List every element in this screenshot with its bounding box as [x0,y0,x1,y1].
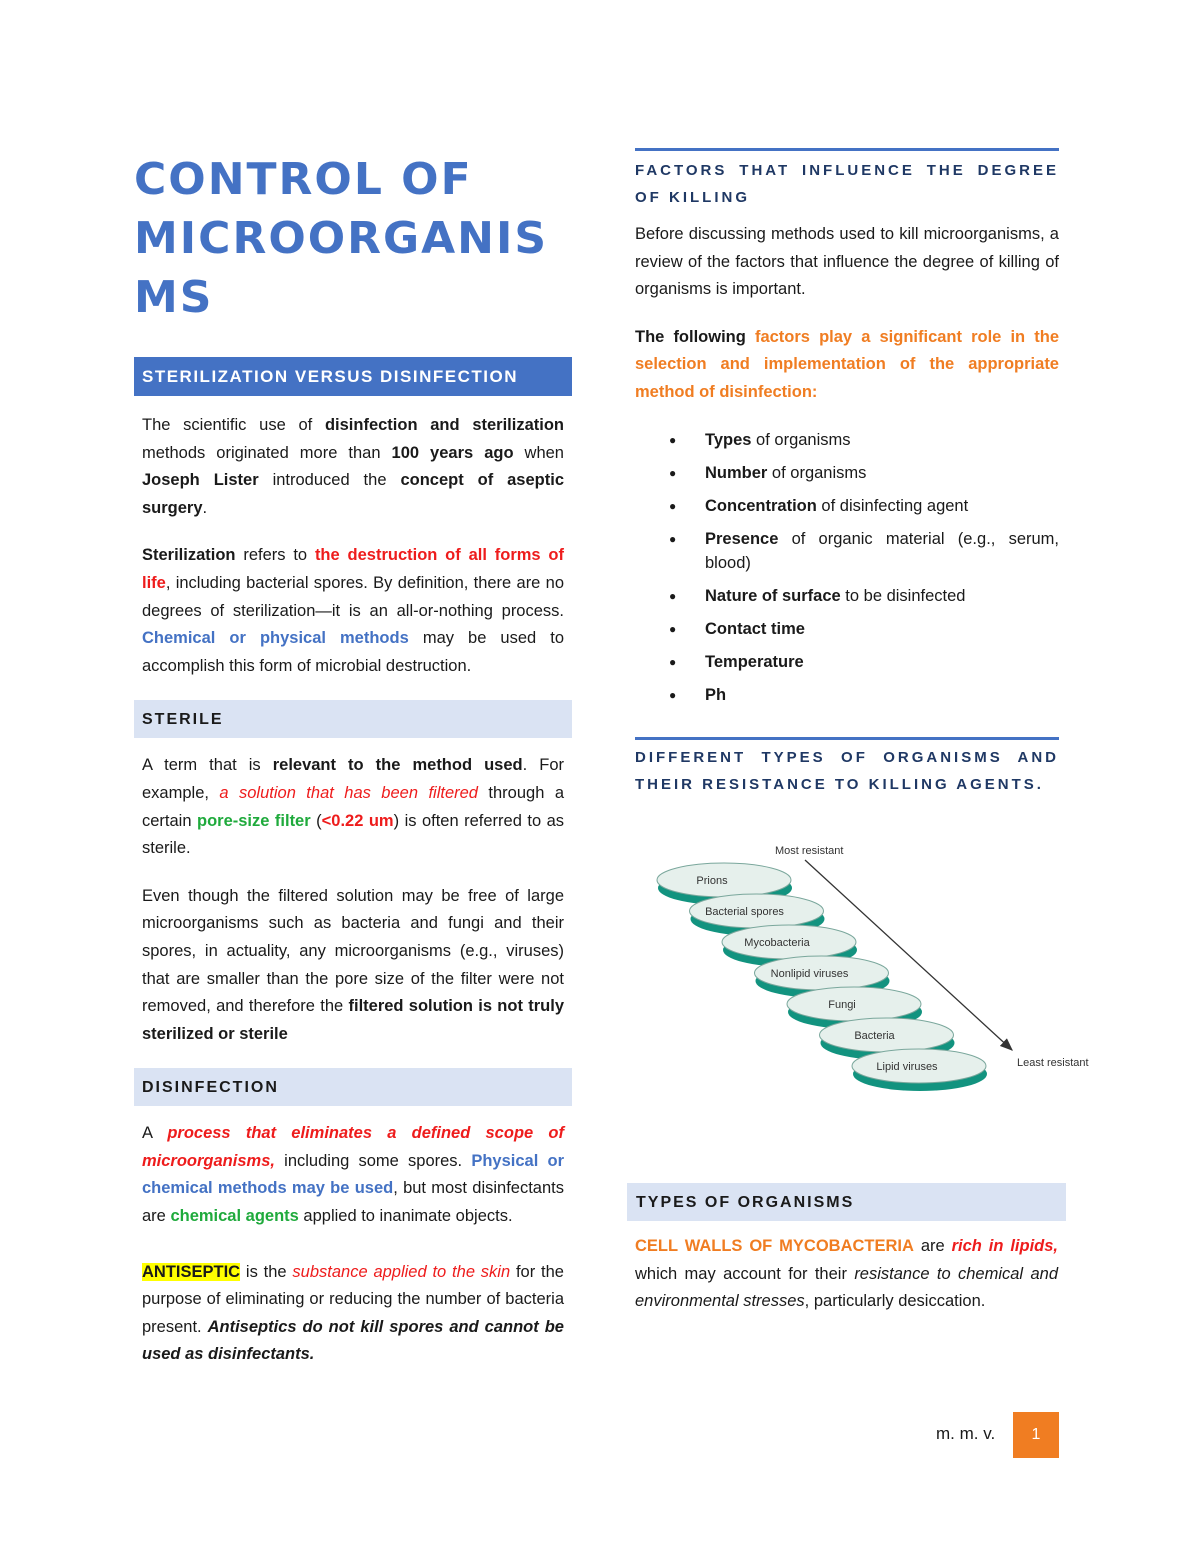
section-heading-types-of-organisms: TYPES OF ORGANISMS [627,1183,1066,1221]
sterilization-history-paragraph: The scientific use of disinfection and sterilization methods originated more than 100 years ago when Joseph Lister introduced the concept of aseptic surgery. [142,416,564,517]
organism-discs [657,863,987,1091]
right-column [635,148,1059,798]
organism-disc-label: Bacteria [854,1030,895,1042]
organism-disc-label: Mycobacteria [744,937,810,949]
factors-intro-paragraph: Before discussing methods used to kill microorganisms, a review of the factors that influence the degree of killing of organisms is important. [635,225,1059,298]
title-line-1: CONTROL OF [134,154,473,205]
left-column [134,150,572,1369]
factor-item: ● Concentration of disinfecting agent [635,494,1059,518]
mycobacteria-paragraph: CELL WALLS OF MYCOBACTERIA are rich in lipids, which may account for their resistance to chemical and environmental stresses, particularly desiccation. [635,1237,1059,1310]
title-line-2: MICROORGANIS [134,213,549,264]
disinfection-definition-paragraph: A process that eliminates a defined scope of microorganisms, including some spores. Physical or chemical methods may be used, but most disinfectants are chemical agents applied to inanimate objects. [142,1124,564,1226]
factors-list [635,428,1059,707]
section-heading-disinfection: DISINFECTION [134,1068,572,1106]
organism-disc-label: Bacterial spores [705,906,784,918]
footer-author: m. m. v. [936,1424,996,1443]
section-heading-factors: FACTORS THAT INFLUENCE THE DEGREE OF KILLING [635,162,1059,206]
antiseptic-highlight: ANTISEPTIC [142,1262,241,1281]
sterilization-definition-paragraph: Sterilization refers to the destruction of all forms of life, including bacterial spores. By definition, there are no degrees of sterilization—it is an all-or-nothing process. Chemical or physical methods may be used to accomplish this form of microbial destruction. [142,546,565,675]
factors-role-paragraph: The following factors play a significant role in the selection and implementation of the appropriate method of disinfection: [635,327,1059,401]
types-section [627,1183,1066,1316]
factor-item: ● Nature of surface to be disinfected [635,584,1059,608]
organism-disc-label: Lipid viruses [876,1061,938,1073]
organism-disc-label: Prions [696,875,728,887]
factor-item: ● Temperature [635,650,1059,674]
organism-disc [852,1049,987,1091]
resistance-diagram [650,838,1100,1098]
factor-item: ● Number of organisms [635,461,1059,485]
factor-item: ● Contact time [635,617,1059,641]
title-line-3: MS [134,272,214,323]
section-heading-sterilization-vs-disinfection: STERILIZATION VERSUS DISINFECTION [134,357,572,396]
page-number: 1 [1013,1412,1059,1458]
most-resistant-label: Most resistant [775,845,844,857]
factor-item: ● Presence of organic material (e.g., serum, blood) [635,527,1059,575]
section-rule-resistance [635,737,1059,740]
organism-disc-label: Nonlipid viruses [770,968,849,980]
antiseptic-paragraph: ANTISEPTIC is the substance applied to the skin for the purpose of eliminating or reducing the number of bacteria present. Antiseptics do not kill spores and cannot be used as disinfectants. [142,1262,564,1364]
factor-item: ● Ph [635,683,1059,707]
filtered-solution-paragraph: Even though the filtered solution may be free of large microorganisms such as bacteria and fungi and their spores, in actuality, any microorganisms (e.g., viruses) that are smaller than the pore size of the filter were not removed, and therefore the filtered solution is not truly sterilized or sterile [142,886,565,1043]
factor-item: ● Types of organisms [635,428,1059,452]
least-resistant-label: Least resistant [1017,1057,1089,1069]
section-heading-sterile: STERILE [134,700,572,738]
sterile-definition-paragraph: A term that is relevant to the method used. For example, a solution that has been filtered through a certain pore-size filter (<0.22 um) is often referred to as sterile. [142,756,565,858]
page-title [134,150,572,327]
organism-disc-label: Fungi [828,999,856,1011]
section-heading-resistance: DIFFERENT TYPES OF ORGANISMS AND THEIR RESISTANCE TO KILLING AGENTS. [635,749,1059,793]
section-rule-factors [635,148,1059,151]
